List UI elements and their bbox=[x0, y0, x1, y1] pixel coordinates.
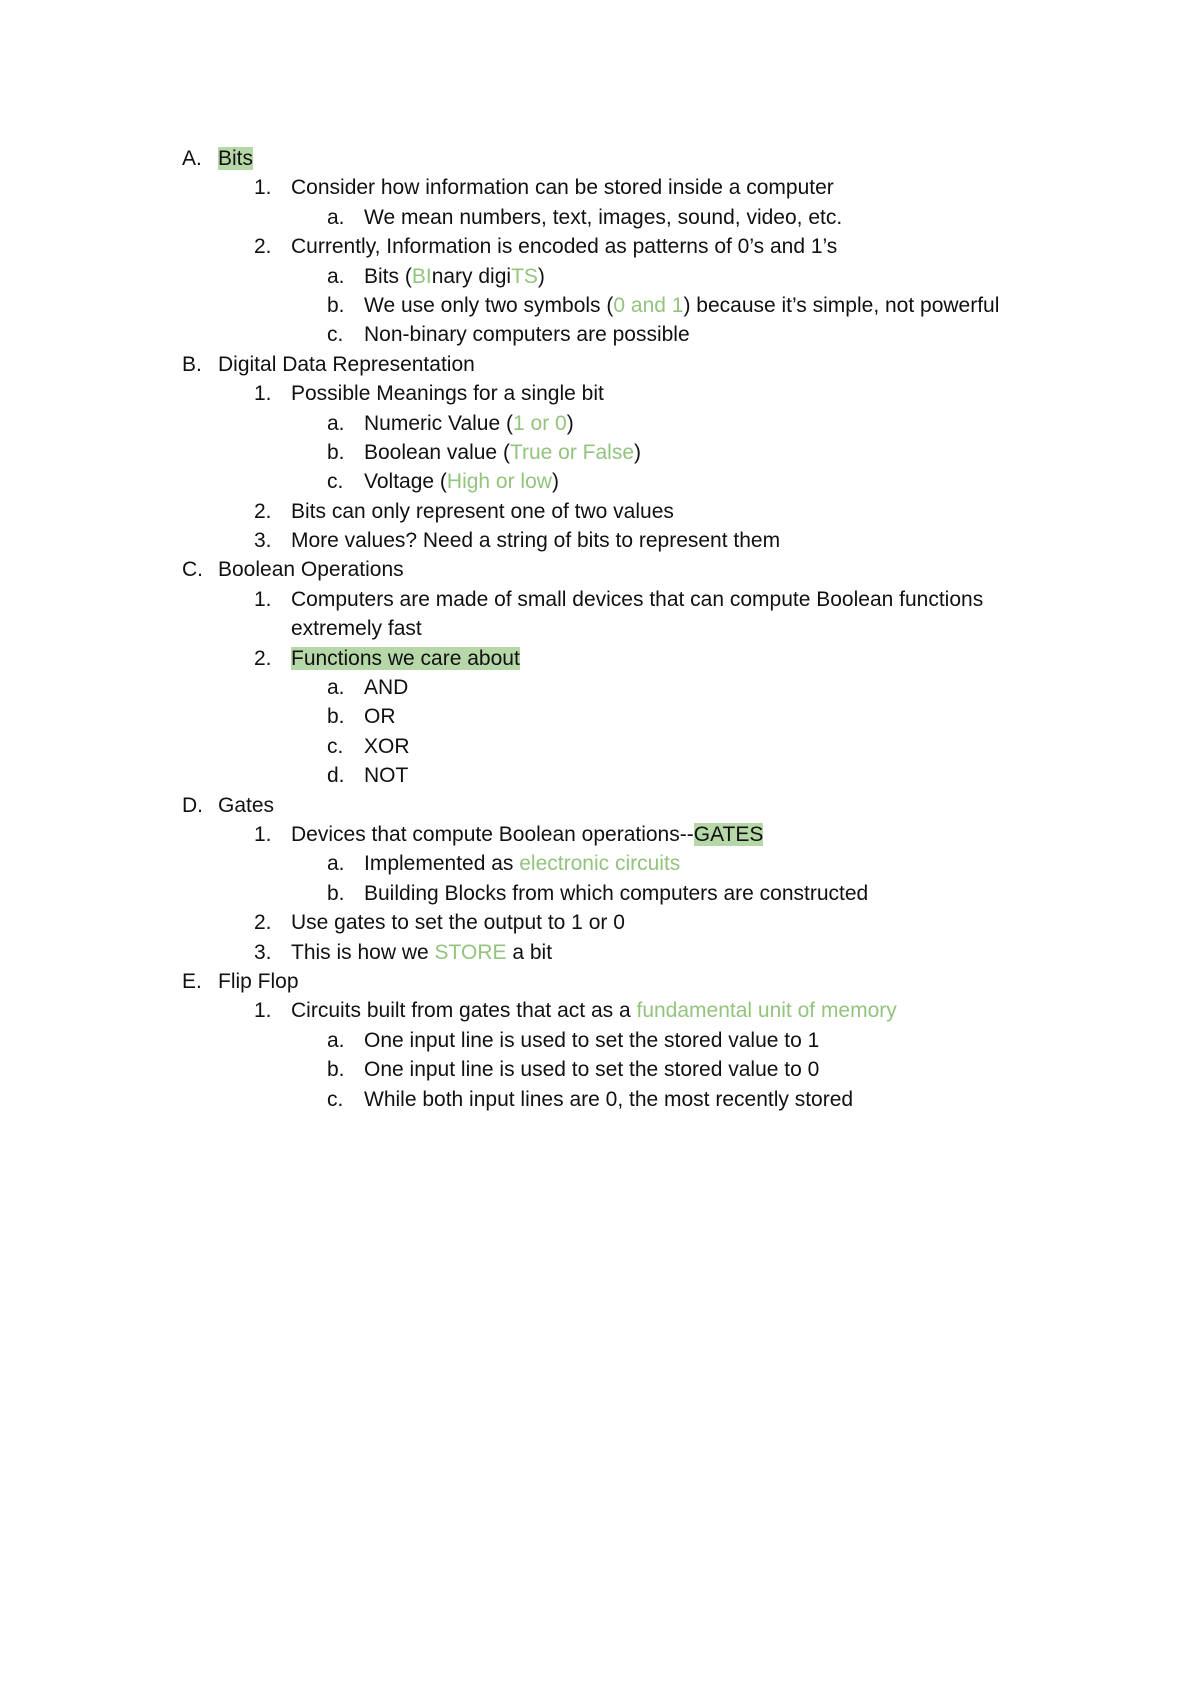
outline-item-level-2 bbox=[0, 409, 1200, 438]
list-marker: b. bbox=[327, 881, 345, 905]
outline-item-level-1 bbox=[0, 644, 1200, 673]
list-marker: b. bbox=[327, 440, 345, 464]
list-marker: 2. bbox=[254, 646, 272, 670]
list-item-text bbox=[218, 791, 274, 820]
list-marker: 1. bbox=[254, 176, 272, 200]
text-run: NOT bbox=[364, 764, 409, 788]
text-run: Implemented as bbox=[364, 852, 520, 876]
outline-item-level-2 bbox=[0, 761, 1200, 790]
list-item-text bbox=[291, 526, 780, 555]
text-run: Possible Meanings for a single bit bbox=[291, 382, 604, 406]
list-marker: 2. bbox=[254, 499, 272, 523]
list-item-text bbox=[364, 673, 408, 702]
green-text: True or False bbox=[509, 440, 635, 464]
outline-item-level-1 bbox=[0, 908, 1200, 937]
outline-item-level-2 bbox=[0, 1085, 1200, 1114]
text-run: ) bbox=[551, 470, 559, 494]
highlighted-text: Bits bbox=[218, 147, 254, 170]
list-marker: a. bbox=[327, 205, 345, 229]
list-marker: c. bbox=[327, 734, 344, 758]
outline-item-level-2 bbox=[0, 1055, 1200, 1084]
text-run: ) bbox=[634, 440, 642, 464]
outline-item-level-1 bbox=[0, 614, 1200, 643]
outline-item-level-2 bbox=[0, 291, 1200, 320]
text-run: This is how we bbox=[291, 940, 435, 964]
text-run: We mean numbers, text, images, sound, video, etc. bbox=[364, 205, 843, 229]
outline-item-level-2 bbox=[0, 879, 1200, 908]
outline-item-level-2 bbox=[0, 320, 1200, 349]
text-run: ) because it’s simple, not powerful bbox=[683, 293, 1000, 317]
list-item-text bbox=[364, 732, 410, 761]
green-text: STORE bbox=[434, 940, 507, 964]
outline-item-level-2 bbox=[0, 1026, 1200, 1055]
outline-item-level-0 bbox=[0, 350, 1200, 379]
list-item-text bbox=[364, 761, 408, 790]
text-run: One input line is used to set the stored value to 1 bbox=[364, 1028, 820, 1052]
list-item-text bbox=[291, 173, 834, 202]
text-run: Boolean value ( bbox=[364, 440, 510, 464]
text-run: AND bbox=[364, 676, 409, 700]
text-run: OR bbox=[364, 705, 396, 729]
list-item-text bbox=[218, 144, 253, 173]
list-item-text bbox=[291, 908, 625, 937]
list-marker: A. bbox=[182, 147, 202, 170]
green-text: electronic circuits bbox=[519, 852, 681, 876]
outline-item-level-2 bbox=[0, 732, 1200, 761]
outline-item-level-1 bbox=[0, 820, 1200, 849]
list-marker: a. bbox=[327, 852, 345, 876]
outline-item-level-1 bbox=[0, 379, 1200, 408]
list-item-text bbox=[364, 438, 641, 467]
list-marker: 2. bbox=[254, 911, 272, 935]
text-run: Currently, Information is encoded as patterns of 0’s and 1’s bbox=[291, 235, 838, 259]
list-item-text bbox=[364, 849, 680, 878]
text-run: Consider how information can be stored inside a computer bbox=[291, 176, 834, 200]
text-run: Digital Data Representation bbox=[218, 352, 475, 376]
green-text: 0 and 1 bbox=[613, 293, 684, 317]
highlighted-text: Functions we care about bbox=[291, 646, 520, 670]
text-run: nary digi bbox=[431, 264, 512, 288]
list-marker: C. bbox=[182, 558, 203, 582]
outline-item-level-2 bbox=[0, 702, 1200, 731]
text-run: ) bbox=[566, 411, 574, 435]
text-run: Use gates to set the output to 1 or 0 bbox=[291, 911, 625, 935]
outline-item-level-0 bbox=[0, 144, 1200, 173]
outline-item-level-1 bbox=[0, 938, 1200, 967]
outline-item-level-1 bbox=[0, 173, 1200, 202]
list-marker: d. bbox=[327, 764, 345, 788]
text-run: a bit bbox=[506, 940, 553, 964]
list-marker: 3. bbox=[254, 940, 272, 964]
list-marker: c. bbox=[327, 470, 344, 494]
text-run: ) bbox=[537, 264, 545, 288]
outline-list bbox=[0, 144, 1200, 1114]
list-marker: 1. bbox=[254, 382, 272, 406]
list-item-text bbox=[364, 1026, 819, 1055]
list-item-text bbox=[364, 879, 868, 908]
text-run: Bits can only represent one of two values bbox=[291, 499, 674, 523]
outline-item-level-2 bbox=[0, 262, 1200, 291]
text-run: Bits ( bbox=[364, 264, 412, 288]
green-text: High or low bbox=[446, 470, 552, 494]
outline-item-level-1 bbox=[0, 996, 1200, 1025]
list-marker: a. bbox=[327, 264, 345, 288]
text-run: Non-binary computers are possible bbox=[364, 323, 690, 347]
text-run: extremely fast bbox=[291, 617, 422, 641]
list-marker: c. bbox=[327, 1087, 344, 1111]
text-run: We use only two symbols ( bbox=[364, 293, 614, 317]
list-item-text bbox=[291, 820, 763, 849]
list-marker: a. bbox=[327, 676, 345, 700]
outline-item-level-0 bbox=[0, 791, 1200, 820]
text-run: Computers are made of small devices that can compute Boolean functions bbox=[291, 587, 984, 611]
outline-item-level-1 bbox=[0, 526, 1200, 555]
list-marker: b. bbox=[327, 293, 345, 317]
highlighted-text: GATES bbox=[693, 822, 764, 846]
outline-item-level-2 bbox=[0, 467, 1200, 496]
list-marker: 1. bbox=[254, 822, 272, 846]
list-item-text bbox=[291, 497, 674, 526]
text-run: XOR bbox=[364, 734, 410, 758]
outline-item-level-1 bbox=[0, 585, 1200, 614]
list-item-text bbox=[291, 379, 604, 408]
text-run: Numeric Value ( bbox=[364, 411, 513, 435]
text-run: One input line is used to set the stored value to 0 bbox=[364, 1058, 820, 1082]
outline-item-level-1 bbox=[0, 232, 1200, 261]
list-item-text bbox=[364, 467, 559, 496]
list-item-text bbox=[291, 614, 422, 643]
text-run: While both input lines are 0, the most recently stored bbox=[364, 1087, 854, 1111]
outline-item-level-2 bbox=[0, 203, 1200, 232]
list-item-text bbox=[218, 350, 475, 379]
list-item-text bbox=[291, 232, 837, 261]
outline-item-level-0 bbox=[0, 967, 1200, 996]
outline-item-level-2 bbox=[0, 849, 1200, 878]
green-text: TS bbox=[511, 264, 538, 288]
green-text: 1 or 0 bbox=[513, 411, 567, 435]
text-run: Flip Flop bbox=[218, 969, 299, 993]
green-text: BI bbox=[411, 264, 432, 288]
outline-item-level-0 bbox=[0, 555, 1200, 584]
green-text: fundamental unit of memory bbox=[636, 999, 897, 1023]
list-marker: c. bbox=[327, 323, 344, 347]
list-marker: E. bbox=[182, 969, 202, 993]
list-marker: D. bbox=[182, 793, 203, 817]
list-marker: a. bbox=[327, 1028, 345, 1052]
list-item-text bbox=[364, 203, 842, 232]
list-marker: b. bbox=[327, 705, 345, 729]
text-run: Devices that compute Boolean operations-- bbox=[291, 822, 694, 846]
list-item-text bbox=[364, 1055, 819, 1084]
outline-item-level-2 bbox=[0, 438, 1200, 467]
text-run: More values? Need a string of bits to represent them bbox=[291, 529, 781, 553]
list-item-text bbox=[364, 1085, 853, 1114]
list-marker: B. bbox=[182, 352, 202, 376]
text-run: Building Blocks from which computers are constructed bbox=[364, 881, 869, 905]
list-item-text bbox=[364, 291, 999, 320]
text-run: Gates bbox=[218, 793, 275, 817]
list-item-text bbox=[364, 702, 396, 731]
list-item-text bbox=[364, 262, 545, 291]
outline-item-level-2 bbox=[0, 673, 1200, 702]
list-item-text bbox=[291, 644, 520, 673]
list-item-text bbox=[218, 967, 299, 996]
list-marker: a. bbox=[327, 411, 345, 435]
list-item-text bbox=[364, 320, 690, 349]
text-run: Boolean Operations bbox=[218, 558, 404, 582]
list-marker: 1. bbox=[254, 999, 272, 1023]
list-item-text bbox=[364, 409, 574, 438]
list-item-text bbox=[291, 585, 983, 614]
outline-item-level-1 bbox=[0, 497, 1200, 526]
list-marker: 3. bbox=[254, 529, 272, 553]
text-run: Voltage ( bbox=[364, 470, 447, 494]
list-marker: 1. bbox=[254, 587, 272, 611]
text-run: Circuits built from gates that act as a bbox=[291, 999, 637, 1023]
list-marker: b. bbox=[327, 1058, 345, 1082]
list-marker: 2. bbox=[254, 235, 272, 259]
list-item-text bbox=[218, 555, 404, 584]
list-item-text bbox=[291, 996, 897, 1025]
list-item-text bbox=[291, 938, 552, 967]
